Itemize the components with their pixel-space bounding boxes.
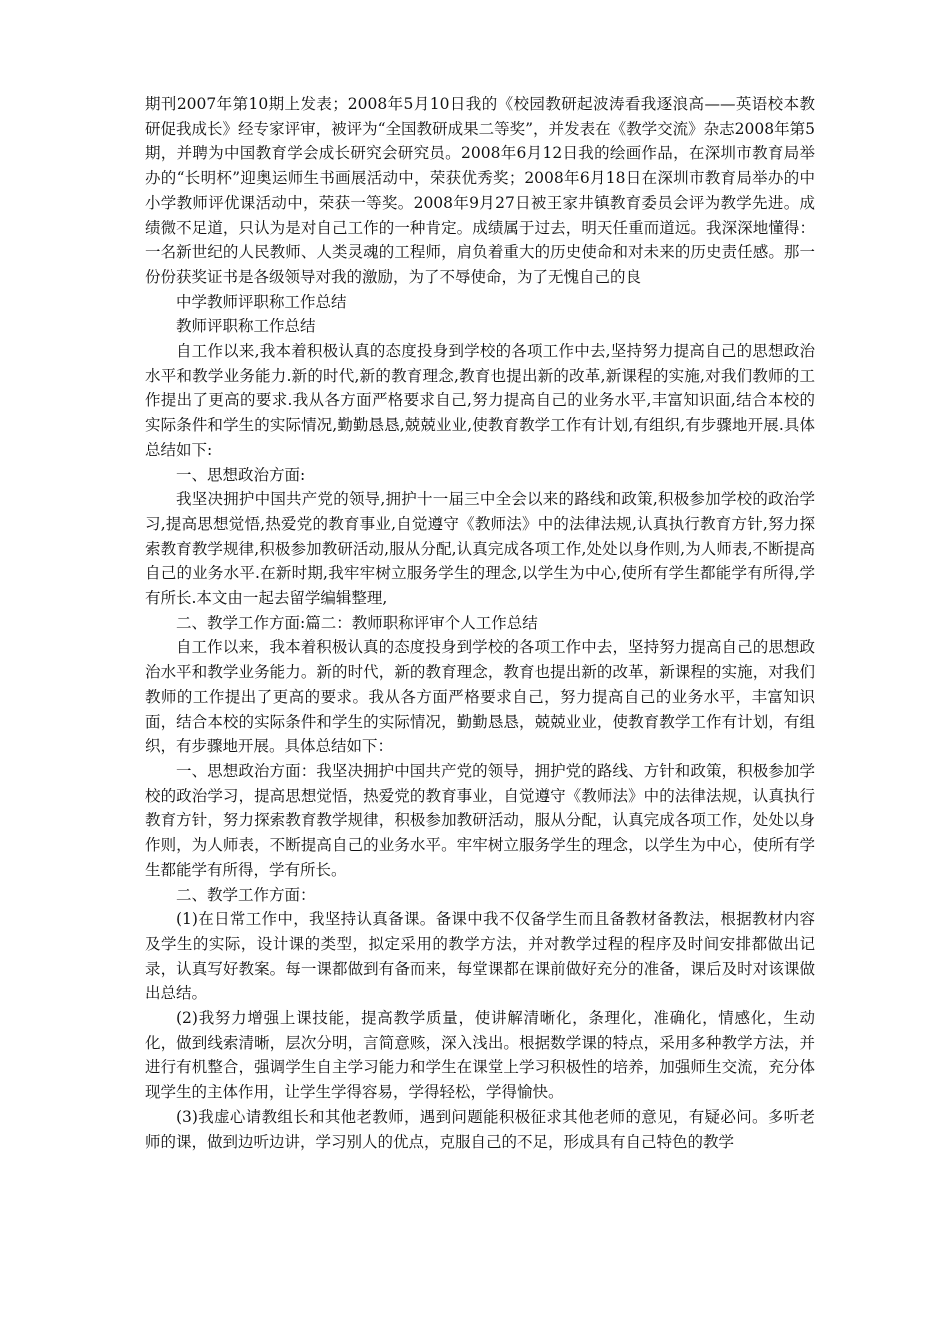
section-heading-political: 一、思想政治方面: <box>176 465 306 484</box>
document-page <box>145 92 815 1154</box>
intro-paragraph-2: 自工作以来，我本着积极认真的态度投身到学校的各项工作中去，坚持努力提高自己的思想政治水平和教学业务能力。新的时代，新的教育理念，教育也提出新的改革，新课程的实施，对我们教师的工作提出了更高的要求。我从各方面严格要求自己，努力提高自己的业务水平，丰富知识面，结合本校的实际条件和学生的实际情况，勤勤恳恳，兢兢业业，使教育教学工作有计划，有组织，有步骤地开展。具体总结如下： <box>145 638 815 756</box>
teaching-item-2: (2)我努力增强上课技能，提高教学质量，使讲解清晰化，条理化，准确化，情感化，生动化，做到线索清晰，层次分明，言简意赅，深入浅出。根据数学课的特点，采用多种教学方法，并进行有机整合，强调学生自主学习能力和学生在课堂上学习积极性的培养，加强师生交流，充分体现学生的主体作用，让学生学得容易，学得轻松，学得愉快。 <box>145 1009 815 1102</box>
political-paragraph-2: 一、思想政治方面：我坚决拥护中国共产党的领导，拥护党的路线、方针和政策，积极参加学校的政治学习，提高思想觉悟，热爱党的教育事业，自觉遵守《教师法》中的法律法规，认真执行教育方针，努力探索教育教学规律，积极参加教研活动，服从分配，认真完成各项工作，处处以身作则，为人师表，不断提高自己的业务水平。牢牢树立服务学生的理念，以学生为中心，使所有学生都能学有所得，学有所长。 <box>145 761 815 879</box>
teaching-item-3: (3)我虚心请教组长和其他老教师，遇到问题能积极征求其他老师的意见，有疑必问。多听老师的课，做到边听边讲，学习别人的优点，克服自己的不足，形成具有自己特色的教学 <box>145 1107 815 1151</box>
continued-paragraph: 期刊2007年第10期上发表；2008年5月10日我的《校园教研起波涛看我逐浪高——英语校本教研促我成长》经专家评审，被评为“全国教研成果二等奖”，并发表在《教学交流》杂志2008年第5期，并聘为中国教育学会成长研究会研究员。2008年6月12日我的绘画作品，在深圳市教育局举办的“长明杯”迎奥运师生书画展活动中，荣获优秀奖；2008年6月18日在深圳市教育局举办的中小学教师评优课活动中，荣获一等奖。2008年9月27日被王家井镇教育委员会评为教学先进。成绩微不足道，只认为是对自己工作的一种肯定。成绩属于过去，明天任重而道远。我深深地懂得：一名新世纪的人民教师、人类灵魂的工程师，肩负着重大的历史使命和对未来的历史责任感。那一份份获奖证书是各级领导对我的激励，为了不辱使命，为了无愧自己的良 <box>145 95 815 286</box>
article-title: 中学教师评职称工作总结 <box>176 292 347 311</box>
article-subtitle: 教师评职称工作总结 <box>176 317 316 336</box>
political-paragraph: 我坚决拥护中国共产党的领导,拥护十一届三中全会以来的路线和政策,积极参加学校的政治学习,提高思想觉悟,热爱党的教育事业,自觉遵守《教师法》中的法律法规,认真执行教育方针,努力探索教育教学规律,积极参加教研活动,服从分配,认真完成各项工作,处处以身作则,为人师表,不断提高自己的业务水平.在新时期,我牢牢树立服务学生的理念,以学生为中心,使所有学生都能学有所得,学有所长.本文由一起去留学编辑整理, <box>145 490 815 608</box>
section-heading-teaching-2: 二、教学工作方面： <box>176 885 316 904</box>
teaching-item-1: (1)在日常工作中，我坚持认真备课。备课中我不仅备学生而且备教材备教法，根据教材内容及学生的实际，设计课的类型，拟定采用的教学方法，并对教学过程的程序及时间安排都做出记录，认真写好教案。每一课都做到有备而来，每堂课都在课前做好充分的准备，课后及时对该课做出总结。 <box>145 910 815 1003</box>
intro-paragraph: 自工作以来,我本着积极认真的态度投身到学校的各项工作中去,坚持努力提高自己的思想政治水平和教学业务能力.新的时代,新的教育理念,教育也提出新的改革,新课程的实施,对我们教师的工作提出了更高的要求.我从各方面严格要求自己,努力提高自己的业务水平,丰富知识面,结合本校的实际条件和学生的实际情况,勤勤恳恳,兢兢业业,使教育教学工作有计划,有组织,有步骤地开展.具体总结如下: <box>145 342 815 459</box>
section-heading-teaching: 二、教学工作方面:篇二：教师职称评审个人工作总结 <box>176 613 538 632</box>
